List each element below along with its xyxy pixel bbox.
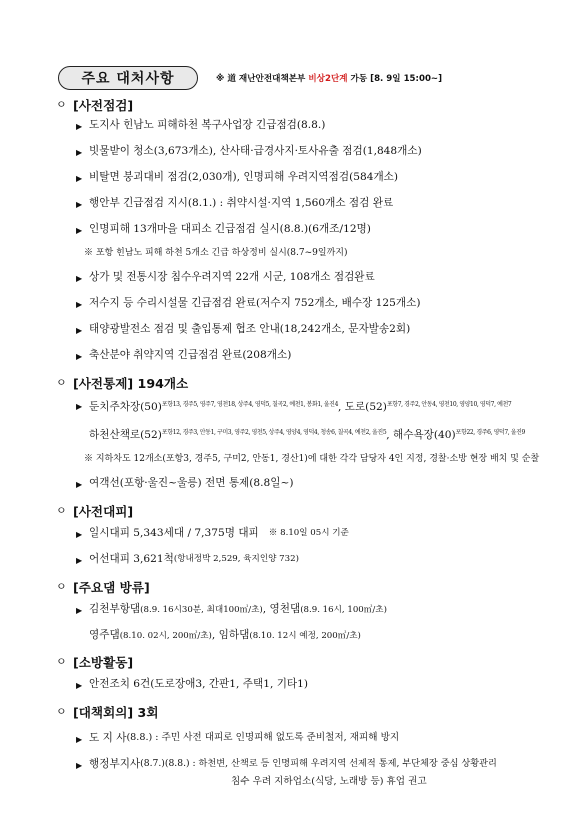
list-item	[56, 602, 556, 618]
header-note-suffix: 가동 [8. 9일 15:00~]	[350, 74, 443, 84]
list-item	[56, 118, 556, 134]
list-item	[56, 270, 556, 286]
dam-name: , 임하댐	[211, 629, 250, 641]
item-text: 태양광발전소 점검 및 출입통제 협조 안내(18,242개소, 문자발송2회)	[89, 323, 411, 335]
dam-name: , 영천댐	[262, 603, 301, 615]
item-text: 행안부 긴급점검 지시(8.1.) : 취약시설·지역 1,560개소 점검 완료	[89, 197, 394, 209]
item-text: 인명피해 13개마을 대피소 긴급점검 실시(8.8.)(6개조/12명)	[89, 223, 371, 235]
section-bullet: ㅇ	[56, 98, 67, 111]
section-heading-dam	[56, 574, 556, 598]
note: ※ 포항 힌남노 피해 하천 5개소 긴급 하상정비 실시(8.7~9일까지)	[84, 248, 348, 258]
triangle-right-icon: ▶	[76, 530, 83, 539]
control-beaches-detail: 포항22, 경주6, 영덕7, 울진9	[455, 429, 525, 436]
control-riverside-parking: 둔치주차장(50)	[89, 401, 162, 413]
item-note: ※ 8.10일 05시 기준	[268, 528, 349, 538]
list-item	[56, 731, 556, 747]
section-title: [사전통제] 194개소	[73, 375, 189, 391]
triangle-right-icon: ▶	[76, 402, 83, 411]
list-item	[56, 196, 556, 212]
triangle-right-icon: ▶	[76, 226, 83, 235]
triangle-right-icon: ▶	[76, 606, 83, 615]
meeting-detail: (8.7.)(8.8.) : 하천변, 산책로 등 인명피해 우려지역 선제적 통제, 부단체장 중심 상황관리	[140, 758, 497, 769]
control-roads: , 도로(52)	[337, 401, 387, 413]
meeting-attendee: 행정부지사	[89, 758, 141, 770]
control-riverside-parking-detail: 포항13, 경주5, 영주7, 영천18, 상주4, 영덕5, 칠곡2, 예천1, 봉화1, 울진4	[161, 401, 338, 408]
item-text	[89, 602, 387, 617]
section-bullet: ㅇ	[56, 655, 67, 668]
note: ※ 지하차도 12개소(포항3, 경주5, 구미2, 안동1, 경산1)에 대한 각각 담당자 4인 지정, 경찰·소방 현장 배치 및 순찰	[84, 454, 540, 464]
item-text	[89, 398, 511, 414]
section-bullet: ㅇ	[56, 580, 67, 593]
list-item-continued: 침수 우려 지하업소(식당, 노래방 등) 휴업 권고	[231, 776, 427, 787]
list-item	[56, 348, 556, 364]
list-item	[56, 526, 556, 542]
section-title: [대책회의] 3회	[73, 704, 159, 720]
list-item-continued	[56, 628, 556, 643]
item-text: 여객선(포항·울진~울릉) 전면 통제(8.8일~)	[89, 477, 294, 489]
meeting-detail: (8.8.) : 주민 사전 대피로 인명피해 없도록 준비철저, 재피해 방지	[126, 732, 400, 743]
item-detail: (항내정박 2,529, 육지인양 732)	[173, 554, 299, 564]
list-item	[56, 170, 556, 186]
section-bullet: ㅇ	[56, 376, 67, 389]
triangle-right-icon: ▶	[76, 274, 83, 283]
section-bullet: ㅇ	[56, 504, 67, 517]
triangle-right-icon: ▶	[76, 148, 83, 157]
section-heading-control	[56, 370, 556, 394]
section-title: [사전대피]	[73, 503, 134, 519]
content	[56, 92, 556, 789]
header	[58, 66, 578, 92]
section-heading-evacuation	[56, 498, 556, 522]
dam-detail: (8.10. 02시, 200㎥/초)	[119, 631, 212, 641]
dam-name: 김천부항댐	[89, 603, 141, 615]
list-item-continued	[56, 426, 556, 442]
dam-detail: (8.9. 16시, 100㎥/초)	[300, 605, 387, 615]
section-heading-fire	[56, 649, 556, 673]
control-trails: 하천산책로(52)	[89, 429, 162, 441]
control-beaches: , 해수욕장(40)	[386, 429, 456, 441]
list-item	[56, 222, 556, 238]
triangle-right-icon: ▶	[76, 556, 83, 565]
triangle-right-icon: ▶	[76, 681, 83, 690]
list-item	[56, 322, 556, 338]
header-note-stage: 비상2단계	[308, 74, 348, 84]
list-item	[56, 677, 556, 693]
section-heading-meeting	[56, 699, 556, 723]
triangle-right-icon: ▶	[76, 761, 83, 770]
list-item	[56, 296, 556, 312]
item-text: 어선대피 3,621척	[89, 553, 174, 565]
triangle-right-icon: ▶	[76, 300, 83, 309]
item-text: 비탈면 붕괴대비 점검(2,030개), 인명피해 우려지역점검(584개소)	[89, 171, 399, 183]
list-item	[56, 144, 556, 160]
section-heading-check	[56, 92, 556, 116]
triangle-right-icon: ▶	[76, 480, 83, 489]
control-trails-detail: 포항12, 경주3, 안동1, 구미3, 영주2, 영천5, 상주4, 영양4, 영덕4, 청송6, 칠곡4, 예천2, 울진5	[161, 429, 387, 436]
item-text: 저수지 등 수리시설물 긴급점검 완료(저수지 752개소, 배수장 125개소)	[89, 297, 421, 309]
header-note-prefix: ※ 道 재난안전대책본부	[216, 74, 306, 84]
control-roads-detail: 포항7, 경주2, 안동4, 영천10, 영양10, 영덕7, 예천7	[386, 401, 512, 408]
list-item	[56, 476, 556, 492]
dam-detail: (8.10. 12시 예정, 200㎥/초)	[249, 631, 361, 641]
triangle-right-icon: ▶	[76, 122, 83, 131]
item-text: 안전조치 6건(도로장애3, 간판1, 주택1, 기타1)	[89, 678, 309, 690]
triangle-right-icon: ▶	[76, 326, 83, 335]
list-item	[56, 398, 556, 414]
triangle-right-icon: ▶	[76, 200, 83, 209]
item-text: 빗물받이 청소(3,673개소), 산사태·급경사지·토사유출 점검(1,848개소)	[89, 145, 422, 157]
item-text: 일시대피 5,343세대 / 7,375명 대피	[89, 527, 259, 539]
item-text: 축산분야 취약지역 긴급점검 완료(208개소)	[89, 349, 292, 361]
dam-name: 영주댐	[89, 629, 120, 641]
section-title: [주요댐 방류]	[73, 579, 150, 595]
meeting-attendee: 도 지 사	[89, 732, 127, 744]
item-text: 도지사 힌남노 피해하천 복구사업장 긴급점검(8.8.)	[89, 119, 326, 131]
page-title: 주요 대처사항	[58, 66, 198, 90]
list-item	[56, 757, 556, 773]
section-title: [소방활동]	[73, 654, 134, 670]
list-item	[56, 552, 556, 568]
section-title: [사전점검]	[73, 97, 134, 113]
section-bullet: ㅇ	[56, 705, 67, 718]
triangle-right-icon: ▶	[76, 352, 83, 361]
triangle-right-icon: ▶	[76, 735, 83, 744]
triangle-right-icon: ▶	[76, 174, 83, 183]
item-text: 상가 및 전통시장 침수우려지역 22개 시군, 108개소 점검완료	[89, 271, 375, 283]
dam-detail: (8.9. 16시30분, 최대100㎥/초)	[140, 605, 263, 615]
header-note	[216, 72, 442, 84]
